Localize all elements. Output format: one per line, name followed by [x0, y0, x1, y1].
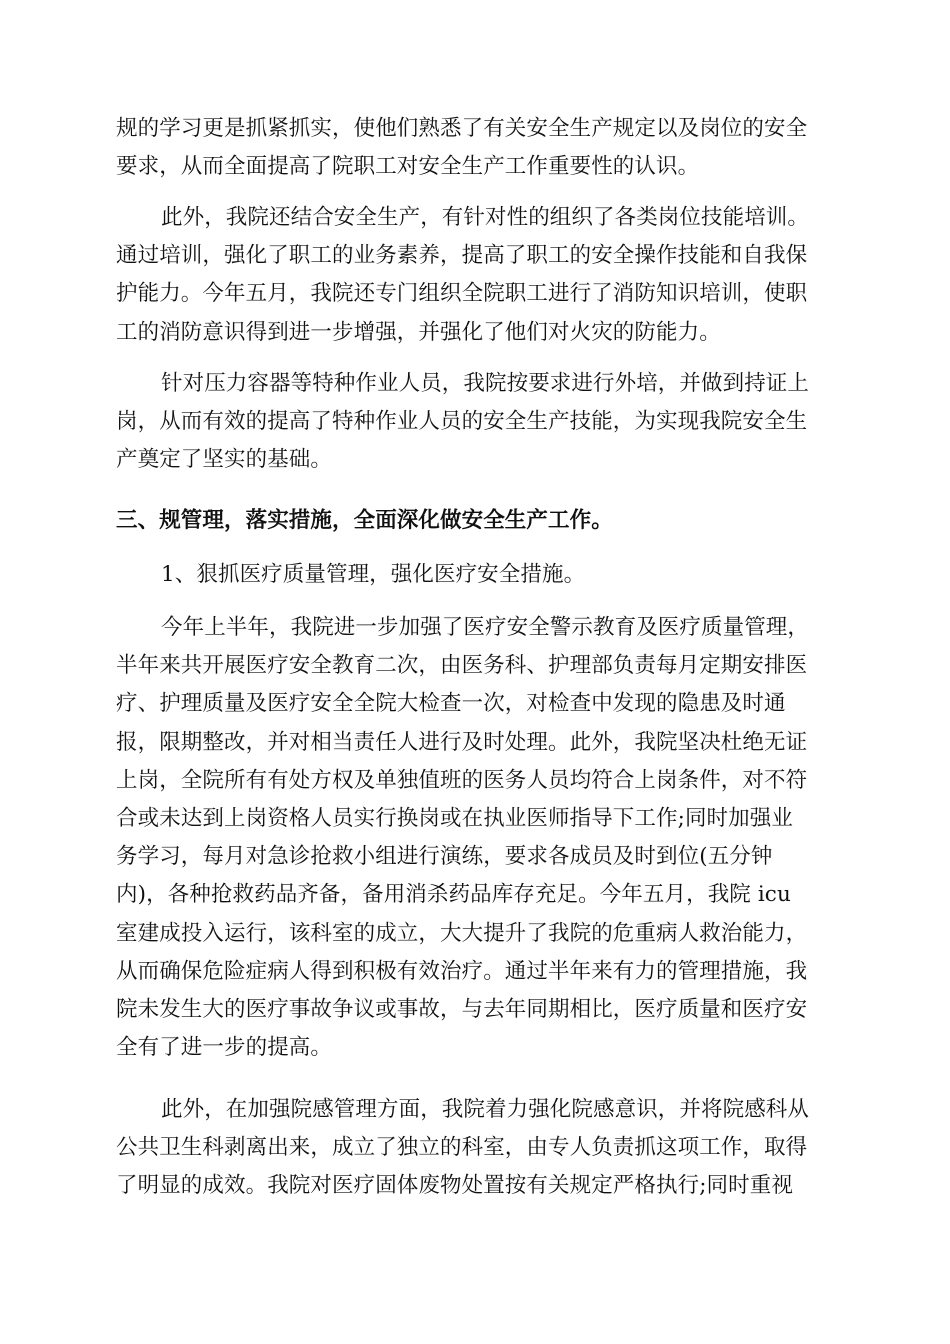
text-line: 半年来共开展医疗安全教育二次，由医务科、护理部负责每月定期安排医 [116, 653, 808, 679]
subheading-text: 1、狠抓医疗质量管理，强化医疗安全措施。 [161, 562, 586, 587]
text-line: 全有了进一步的提高。 [116, 1035, 333, 1061]
text-line: 工的消防意识得到进一步增强，并强化了他们对火灾的防能力。 [116, 319, 721, 345]
heading-text: 三、规管理，落实措施，全面深化做安全生产工作。 [116, 508, 613, 533]
paragraph-special-operations [116, 365, 834, 480]
text-line: 院未发生大的医疗事故争议或事故，与去年同期相比，医疗质量和医疗安 [116, 996, 808, 1022]
text-line: 公共卫生科剥离出来，成立了独立的科室，由专人负责抓这项工作，取得 [116, 1135, 808, 1161]
text-line: 合或未达到上岗资格人员实行换岗或在执业医师指导下工作;同时加强业 [116, 805, 793, 831]
text-line: 针对压力容器等特种作业人员，我院按要求进行外培，并做到持证上 [161, 371, 810, 396]
text-line: 规的学习更是抓紧抓实，使他们熟悉了有关安全生产规定以及岗位的安全 [116, 116, 808, 141]
paragraph-infection-control [116, 1091, 834, 1206]
paragraph-skills-training [116, 199, 834, 352]
text-line: 从而确保危险症病人得到积极有效治疗。通过半年来有力的管理措施，我 [116, 958, 808, 984]
text-line: 产奠定了坚实的基础。 [116, 447, 333, 473]
text-line: 内)，各种抢救药品齐备，备用消杀药品库存充足。今年五月，我院 icu [116, 882, 791, 908]
text-line: 报，限期整改，并对相当责任人进行及时处理。此外，我院坚决杜绝无证 [116, 729, 808, 755]
text-line: 今年上半年，我院进一步加强了医疗安全警示教育及医疗质量管理， [161, 615, 810, 640]
subsection-heading-1 [116, 556, 834, 594]
paragraph-medical-quality [116, 609, 834, 1067]
paragraph-safety-regulations [116, 110, 834, 186]
text-line: 通过培训，强化了职工的业务素养，提高了职工的安全操作技能和自我保 [116, 243, 808, 269]
text-line: 岗，从而有效的提高了特种作业人员的安全生产技能，为实现我院安全生 [116, 409, 808, 435]
text-line: 疗、护理质量及医疗安全全院大检查一次，对检查中发现的隐患及时通 [116, 691, 786, 717]
text-line: 要求，从而全面提高了院职工对安全生产工作重要性的认识。 [116, 154, 700, 180]
text-line: 了明显的成效。我院对医疗固体废物处置按有关规定严格执行;同时重视 [116, 1173, 793, 1199]
text-line: 此外，在加强院感管理方面，我院着力强化院感意识，并将院感科从 [161, 1097, 810, 1122]
section-heading-3 [116, 502, 834, 540]
text-line: 务学习，每月对急诊抢救小组进行演练，要求各成员及时到位(五分钟 [116, 844, 773, 870]
text-line: 上岗，全院所有有处方权及单独值班的医务人员均符合上岗条件，对不符 [116, 767, 808, 793]
text-line: 室建成投入运行，该科室的成立，大大提升了我院的危重病人救治能力， [116, 920, 808, 946]
text-line: 护能力。今年五月，我院还专门组织全院职工进行了消防知识培训，使职 [116, 281, 808, 307]
text-line: 此外，我院还结合安全生产，有针对性的组织了各类岗位技能培训。 [161, 205, 810, 230]
